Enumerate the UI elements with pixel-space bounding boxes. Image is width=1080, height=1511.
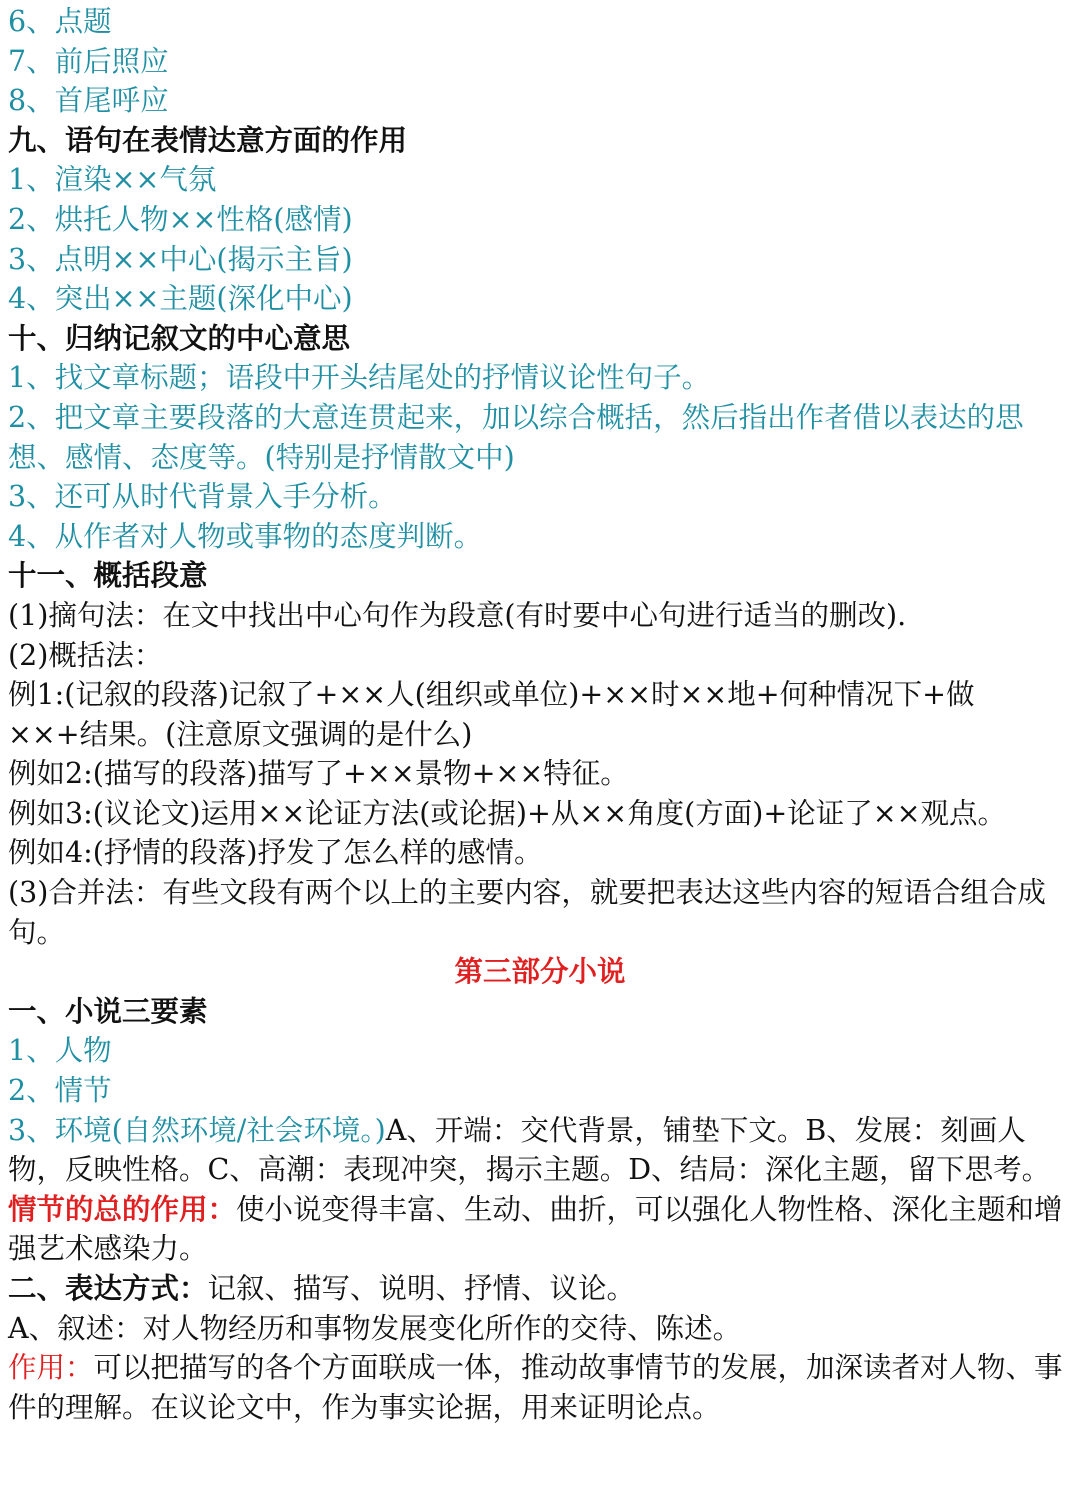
narration-line: A、叙述：对人物经历和事物发展变化所作的交待、陈述。	[8, 1311, 742, 1345]
method-summarize: (2)概括法：	[8, 638, 163, 672]
novel-item-plot: 2、情节	[8, 1074, 112, 1108]
novel-item-environment	[8, 1111, 1072, 1190]
novel-heading-2	[8, 1269, 1072, 1309]
method-extract: (1)摘句法：在文中找出中心句作为段意(有时要中心句进行适当的删改).	[8, 598, 907, 632]
example-2: 例如2:(描写的段落)描写了+××景物+××特征。	[8, 757, 629, 791]
list-item-9-3: 3、点明××中心(揭示主旨)	[8, 242, 353, 276]
section-heading-10: 十、归纳记叙文的中心意思	[8, 320, 351, 355]
list-item-7: 7、前后照应	[8, 44, 169, 78]
example-1: 例1:(记叙的段落)记叙了+××人(组织或单位)+××时××地+何种情况下+做××+结果。(注意原文强调的是什么)	[8, 678, 975, 751]
expression-text: 记叙、描写、说明、抒情、议论。	[207, 1272, 636, 1305]
list-item-9-1: 1、渲染××气氛	[8, 163, 217, 197]
list-item-9-2: 2、烘托人物××性格(感情)	[8, 202, 353, 236]
example-3: 例如3:(议论文)运用××论证方法(或论据)+从××角度(方面)+论证了××观点。	[8, 796, 1006, 830]
list-item-8: 8、首尾呼应	[8, 84, 169, 118]
list-item-10-4: 4、从作者对人物或事物的态度判断。	[8, 519, 483, 553]
plot-effect-text: 使小说变得丰富、生动、曲折，可以强化人物性格、深化主题和增强艺术感染力。	[8, 1192, 1063, 1266]
document-page	[8, 2, 1072, 1427]
environment-label: 3、环境(自然环境/社会环境。)	[8, 1113, 386, 1147]
list-item-6: 6、点题	[8, 5, 112, 38]
effect-text: 可以把描写的各个方面联成一体，推动故事情节的发展，加深读者对人物、事件的理解。在议论文中，作为事实论据，用来证明论点。	[8, 1351, 1063, 1424]
novel-item-character: 1、人物	[8, 1034, 112, 1068]
environment-text: A、开端：交代背景，铺垫下文。B、发展：刻画人物，反映性格。C、高潮：表现冲突，揭示主题。D、结局：深化主题，留下思考。	[8, 1113, 1051, 1187]
novel-heading-1: 一、小说三要素	[8, 993, 208, 1028]
part-three-title: 第三部分小说	[454, 954, 626, 989]
list-item-10-3: 3、还可从时代背景入手分析。	[8, 480, 397, 514]
section-heading-9: 九、语句在表情达意方面的作用	[8, 122, 408, 157]
method-merge: (3)合并法：有些文段有两个以上的主要内容，就要把表达这些内容的短语合组合成句。	[8, 876, 1046, 949]
effect-label: 作用：	[8, 1351, 94, 1385]
list-item-10-1: 1、找文章标题；语段中开头结尾处的抒情议论性句子。	[8, 361, 711, 395]
list-item-10-2: 2、把文章主要段落的大意连贯起来，加以综合概括，然后指出作者借以表达的思想、感情、态度等。(特别是抒情散文中)	[8, 400, 1024, 474]
narration-effect	[8, 1348, 1072, 1427]
section-heading-11: 十一、概括段意	[8, 558, 208, 593]
plot-effect-label: 情节的总的作用：	[8, 1191, 237, 1226]
plot-effect	[8, 1190, 1072, 1269]
expression-label: 二、表达方式：	[8, 1271, 208, 1305]
example-4: 例如4:(抒情的段落)抒发了怎么样的感情。	[8, 836, 543, 870]
list-item-9-4: 4、突出××主题(深化中心)	[8, 282, 353, 316]
